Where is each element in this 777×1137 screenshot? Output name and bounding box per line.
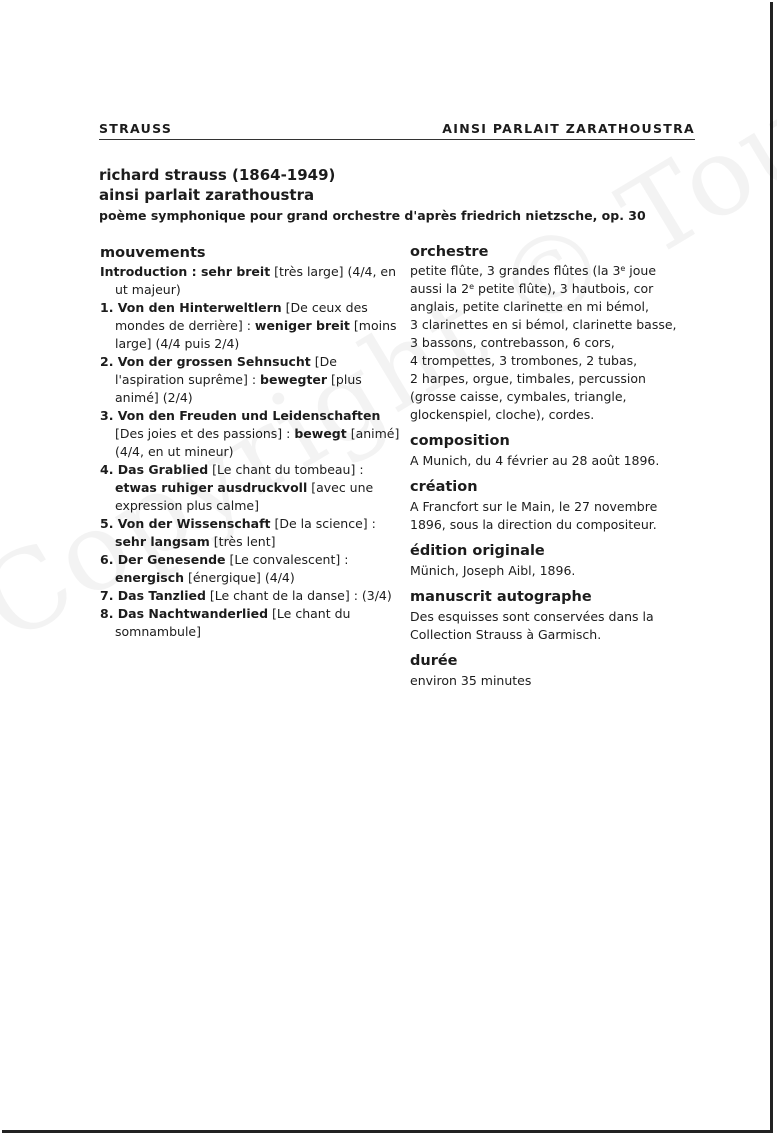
movement-text: [Le chant du somnambule] bbox=[115, 606, 351, 639]
orchestre-heading: orchestre bbox=[410, 244, 489, 260]
running-header bbox=[99, 121, 695, 140]
creation-text: 1896, sous la direction du compositeur. bbox=[410, 517, 657, 532]
work-subtitle: poème symphonique pour grand orchestre d'après friedrich nietzsche, op. 30 bbox=[99, 208, 646, 223]
orchestre-line: petite flûte, 3 grandes flûtes (la 3 bbox=[410, 263, 621, 278]
work-title: ainsi parlait zarathoustra bbox=[99, 186, 315, 204]
creation-text: A Francfort sur le Main, le 27 novembre bbox=[410, 499, 658, 514]
movement-title: 3. Von den Freuden und Leidenschaften bbox=[100, 408, 381, 423]
movement-item bbox=[100, 515, 400, 551]
ordinal-suffix: e bbox=[620, 264, 626, 273]
movement-text: [avec une expression plus calme] bbox=[115, 480, 374, 513]
orchestre-line: joue bbox=[625, 263, 657, 278]
movement-text: [Le chant du tombeau] : bbox=[208, 462, 364, 477]
duree-text: environ 35 minutes bbox=[410, 673, 532, 688]
movement-item bbox=[100, 461, 400, 515]
movement-item bbox=[100, 587, 400, 605]
orchestre-line: petite flûte), 3 hautbois, cor bbox=[474, 281, 654, 296]
movement-text: [animé] (4/4, en ut mineur) bbox=[115, 426, 400, 459]
creation-section bbox=[410, 478, 700, 534]
composer-name: richard strauss (1864-1949) bbox=[99, 166, 336, 184]
ordinal-suffix: e bbox=[469, 282, 475, 291]
movement-text: [énergique] (4/4) bbox=[184, 570, 295, 585]
manuscrit-section bbox=[410, 588, 700, 644]
movement-text: [De l'aspiration suprême] : bbox=[115, 354, 337, 387]
movement-text: [très large] (4/4, en ut majeur) bbox=[115, 264, 397, 297]
movement-text: [Le chant de la danse] : (3/4) bbox=[205, 588, 392, 603]
movement-title: sehr langsam bbox=[115, 534, 210, 549]
movement-text: [Des joies et des passions] : bbox=[115, 426, 295, 441]
movement-title: 5. Von der Wissenschaft bbox=[100, 516, 271, 531]
movement-item bbox=[100, 263, 400, 299]
edition-heading: édition originale bbox=[410, 543, 545, 559]
orchestre-line: (grosse caisse, cymbales, triangle, bbox=[410, 389, 627, 404]
edition-section bbox=[410, 542, 700, 580]
orchestre-line: 4 trompettes, 3 trombones, 2 tubas, bbox=[410, 353, 638, 368]
movement-title: 7. Das Tanzlied bbox=[100, 588, 206, 603]
movement-title: Introduction : sehr breit bbox=[100, 264, 271, 279]
composition-section bbox=[410, 432, 700, 470]
orchestre-text bbox=[410, 262, 700, 424]
manuscrit-text: Des esquisses sont conservées dans la bbox=[410, 609, 654, 624]
movement-title: bewegter bbox=[260, 372, 328, 387]
movements-column bbox=[100, 244, 400, 641]
movement-title: 1. Von den Hinterweltlern bbox=[100, 300, 282, 315]
orchestre-line: aussi la 2 bbox=[410, 281, 470, 296]
manuscrit-heading: manuscrit autographe bbox=[410, 589, 592, 605]
duree-section bbox=[410, 652, 700, 690]
title-block bbox=[99, 166, 699, 226]
movement-title: energisch bbox=[115, 570, 185, 585]
movement-item bbox=[100, 605, 400, 641]
movement-title: 2. Von der grossen Sehnsucht bbox=[100, 354, 311, 369]
orchestre-line: 3 bassons, contrebasson, 6 cors, bbox=[410, 335, 615, 350]
manuscrit-text: Collection Strauss à Garmisch. bbox=[410, 627, 602, 642]
duree-heading: durée bbox=[410, 653, 458, 669]
movements-heading: mouvements bbox=[100, 245, 206, 261]
details-column bbox=[410, 243, 700, 690]
movement-text: [De la science] : bbox=[270, 516, 376, 531]
orchestre-line: anglais, petite clarinette en mi bémol, bbox=[410, 299, 649, 314]
movement-title: weniger breit bbox=[254, 318, 350, 333]
movement-text: [très lent] bbox=[209, 534, 276, 549]
movement-title: 8. Das Nachtwanderlied bbox=[100, 606, 269, 621]
composition-text: A Munich, du 4 février au 28 août 1896. bbox=[410, 453, 660, 468]
movement-text: [De ceux des mondes de derrière] : bbox=[115, 300, 368, 333]
orchestre-line: 2 harpes, orgue, timbales, percussion bbox=[410, 371, 646, 386]
movement-item bbox=[100, 551, 400, 587]
edition-text: Münich, Joseph Aibl, 1896. bbox=[410, 563, 576, 578]
movement-title: 6. Der Genesende bbox=[100, 552, 226, 567]
movement-title: 4. Das Grablied bbox=[100, 462, 209, 477]
header-work-title: AINSI PARLAIT ZARATHOUSTRA bbox=[442, 121, 695, 136]
header-composer: STRAUSS bbox=[99, 121, 173, 136]
movement-text: [moins large] (4/4 puis 2/4) bbox=[115, 318, 397, 351]
movement-item bbox=[100, 353, 400, 407]
movement-item bbox=[100, 407, 400, 461]
creation-heading: création bbox=[410, 479, 478, 495]
movement-text: [Le convalescent] : bbox=[225, 552, 349, 567]
movements-list bbox=[100, 263, 400, 641]
orchestre-line: 3 clarinettes en si bémol, clarinette basse, bbox=[410, 317, 677, 332]
orchestre-line: glockenspiel, cloche), cordes. bbox=[410, 407, 595, 422]
movement-item bbox=[100, 299, 400, 353]
movement-text: [plus animé] (2/4) bbox=[115, 372, 362, 405]
composition-heading: composition bbox=[410, 433, 510, 449]
movement-title: etwas ruhiger ausdruckvoll bbox=[115, 480, 308, 495]
movement-title: bewegt bbox=[294, 426, 347, 441]
